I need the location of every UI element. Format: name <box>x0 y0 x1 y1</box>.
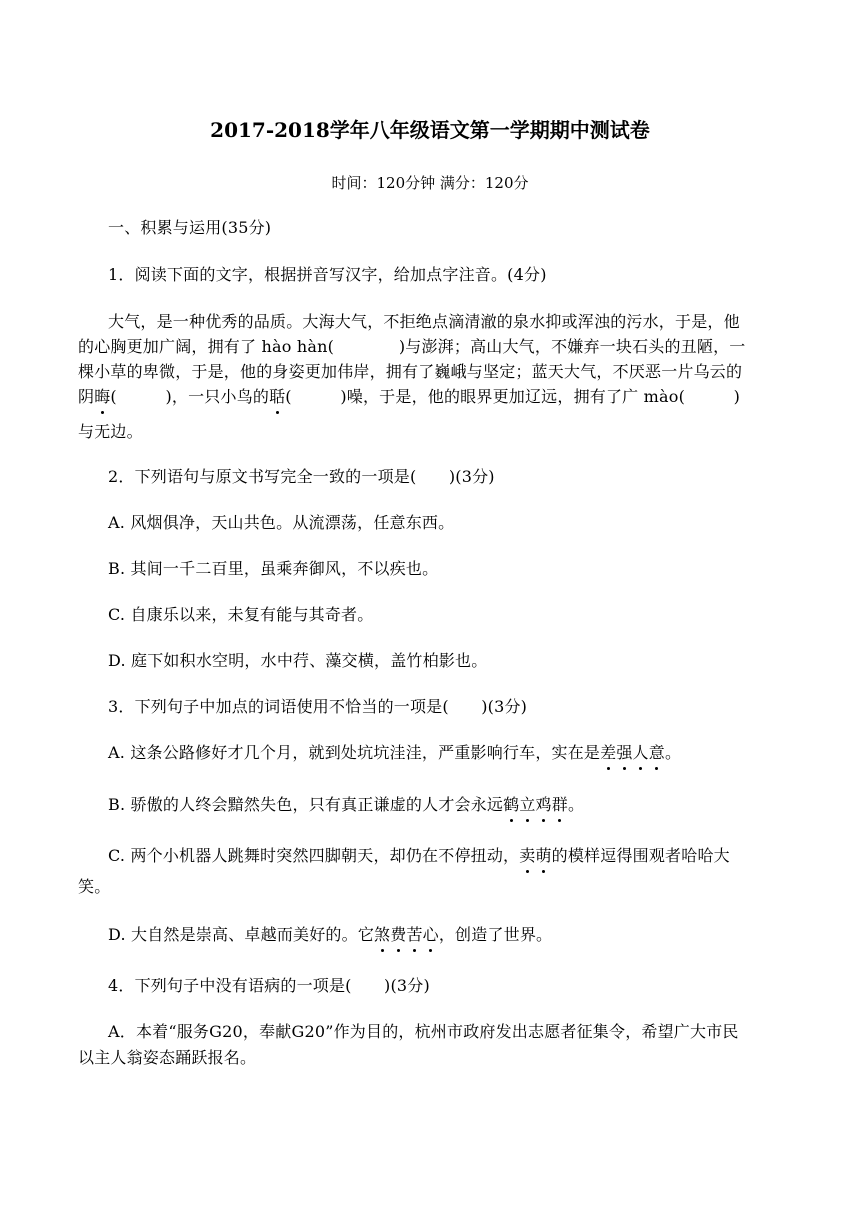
option-text: 。 <box>567 795 585 814</box>
question-3-option-c <box>108 845 788 867</box>
dotted-char: 差 <box>600 743 617 762</box>
question-2-option-d: D. 庭下如积水空明，水中荇、藻交横，盖竹柏影也。 <box>108 651 488 670</box>
dotted-char: 晦 <box>94 387 111 406</box>
dotted-char: 费 <box>390 925 407 944</box>
question-2-option-a: A. 风烟俱净，天山共色。从流漂荡，任意东西。 <box>108 513 455 532</box>
dotted-char: 卖 <box>519 846 536 865</box>
dotted-char: 心 <box>422 925 439 944</box>
question-3-stem: 3．下列句子中加点的词语使用不恰当的一项是( )(3分) <box>108 697 528 716</box>
question-1-passage-line: 棵小草的卑微，于是，他的身姿更加伟岸，拥有了巍峨与坚定；蓝天大气，不厌恶一片乌云的 <box>78 362 743 381</box>
question-1-passage-line: 的心胸更加广阔，拥有了 hào hàn( )与澎湃；高山大气，不嫌弃一块石头的丑陋，一 <box>78 337 746 356</box>
question-1-passage-line: 大气，是一种优秀的品质。大海大气，不拒绝点滴清澈的泉水抑或浑浊的污水，于是，他 <box>108 312 740 331</box>
question-3-option-a <box>108 742 788 764</box>
option-text: C. 两个小机器人跳舞时突然四脚朝天，却仍在不停扭动， <box>108 846 520 865</box>
dotted-char: 萌 <box>535 846 552 865</box>
section-heading: 一、积累与运用(35分) <box>108 218 272 237</box>
option-text: A. 这条公路修好才几个月，就到处坑坑洼洼，严重影响行车，实在是 <box>108 743 601 762</box>
question-2-option-b: B. 其间一千二百里，虽乘奔御风，不以疾也。 <box>108 559 439 578</box>
option-text: 。 <box>664 743 682 762</box>
dotted-char: 立 <box>519 795 536 814</box>
dotted-char: 人 <box>632 743 649 762</box>
question-4-option-a-cont: 以主人翁姿态踊跃报名。 <box>78 1048 257 1067</box>
question-1-passage-line: 与无边。 <box>78 422 143 441</box>
passage-text: ( )噪，于是，他的眼界更加辽远，拥有了广 mào( ) <box>285 387 741 406</box>
question-2-stem: 2．下列语句与原文书写完全一致的一项是( )(3分) <box>108 467 495 486</box>
dotted-char: 强 <box>616 743 633 762</box>
exam-time-score: 时间：120分钟 满分：120分 <box>331 174 529 192</box>
question-1-stem: 1．阅读下面的文字，根据拼音写汉字，给加点字注音。(4分) <box>108 265 547 284</box>
dotted-char: 鸡 <box>535 795 552 814</box>
option-text: D. 大自然是崇高、卓越而美好的。它 <box>108 925 375 944</box>
question-1-passage-line <box>78 386 786 408</box>
dotted-char: 煞 <box>374 925 391 944</box>
page-title: 2017-2018学年八年级语文第一学期期中测试卷 <box>210 118 650 142</box>
dotted-char: 意 <box>648 743 665 762</box>
question-4-option-a: A．本着“服务G20，奉献G20”作为目的，杭州市政府发出志愿者征集令，希望广大市民 <box>108 1022 739 1041</box>
question-3-option-c-cont: 笑。 <box>78 877 111 896</box>
dotted-char: 苦 <box>406 925 423 944</box>
question-3-option-d <box>108 924 788 946</box>
option-text: 的模样逗得围观者哈哈大 <box>551 846 730 865</box>
dotted-char: 聒 <box>269 387 286 406</box>
option-text: B. 骄傲的人终会黯然失色，只有真正谦虚的人才会永远 <box>108 795 504 814</box>
option-text: ，创造了世界。 <box>438 925 553 944</box>
passage-text: ( )，一只小鸟的 <box>110 387 270 406</box>
dotted-char: 群 <box>551 795 568 814</box>
dotted-char: 阴 <box>78 387 95 406</box>
question-2-option-c: C. 自康乐以来，未复有能与其奇者。 <box>108 605 374 624</box>
question-3-option-b <box>108 794 788 816</box>
question-4-stem: 4．下列句子中没有语病的一项是( )(3分) <box>108 976 430 995</box>
dotted-char: 鹤 <box>503 795 520 814</box>
